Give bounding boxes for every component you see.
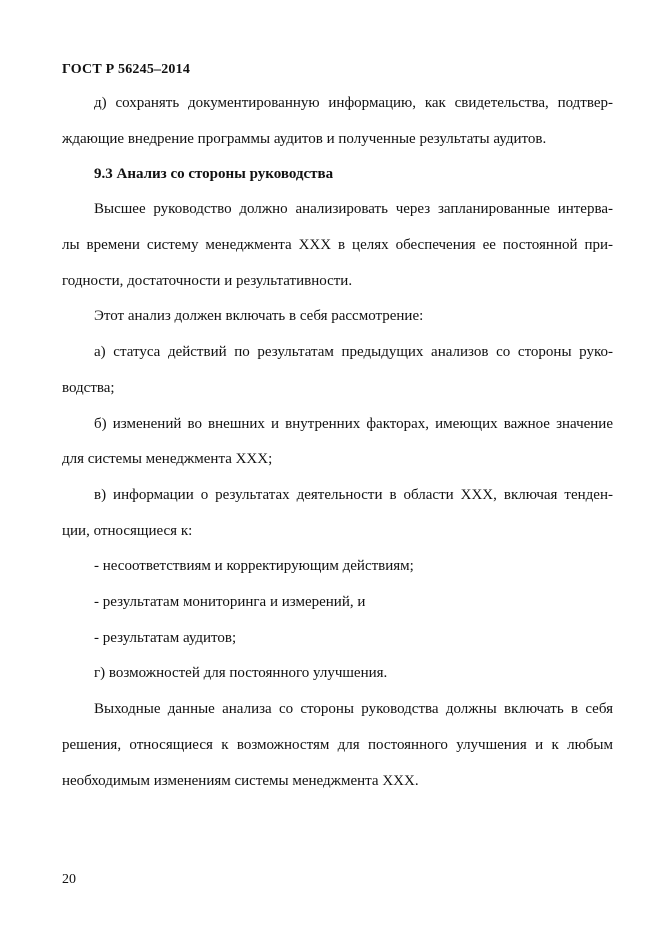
list-item: в) информации о результатах деятельности в области ХХХ, включая тенден-: [94, 487, 613, 503]
text-line: ции, относящиеся к:: [62, 523, 193, 539]
text-line: водства;: [62, 380, 115, 396]
list-item: - результатам мониторинга и измерений, и: [94, 594, 366, 610]
list-item: - результатам аудитов;: [94, 630, 237, 646]
text-line: Выходные данные анализа со стороны руководства должны включать в себя: [94, 701, 613, 717]
page-number: 20: [62, 872, 76, 887]
text-line: годности, достаточности и результативности.: [62, 273, 353, 289]
text-line: необходимым изменениям системы менеджмента ХХХ.: [62, 773, 419, 789]
text-line: для системы менеджмента ХХХ;: [62, 451, 273, 467]
text-line: Высшее руководство должно анализировать через запланированные интерва-: [94, 201, 613, 217]
list-item: - несоответствиям и корректирующим действиям;: [94, 558, 414, 574]
text-line: решения, относящиеся к возможностям для постоянного улучшения и к любым: [62, 737, 613, 753]
text-line: ждающие внедрение программы аудитов и полученные результаты аудитов.: [62, 131, 547, 147]
standard-header: ГОСТ Р 56245–2014: [62, 62, 191, 77]
list-item: г) возможностей для постоянного улучшения.: [94, 665, 388, 681]
text-line: лы времени систему менеджмента ХХХ в целях обеспечения ее постоянной при-: [62, 237, 613, 253]
list-item: б) изменений во внешних и внутренних факторах, имеющих важное значение: [94, 416, 613, 432]
list-item: а) статуса действий по результатам предыдущих анализов со стороны руко-: [94, 344, 613, 360]
section-heading: 9.3 Анализ со стороны руководства: [94, 166, 334, 182]
text-line: д) сохранять документированную информацию, как свидетельства, подтвер-: [94, 95, 613, 111]
text-line: Этот анализ должен включать в себя рассмотрение:: [94, 308, 424, 324]
